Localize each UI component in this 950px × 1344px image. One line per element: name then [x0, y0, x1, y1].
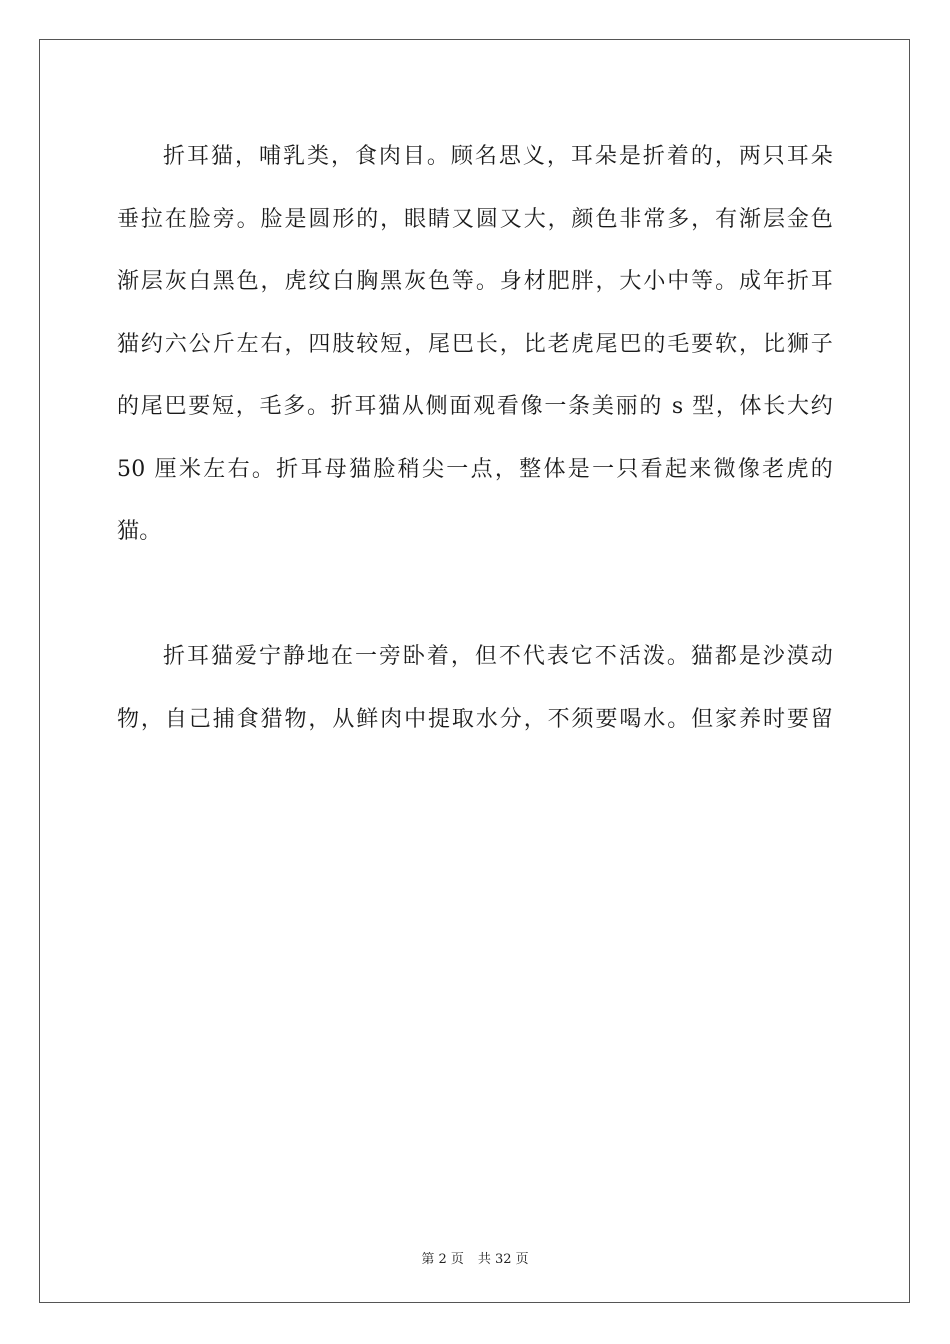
- paragraph-1-line-4: 猫约六公斤左右，四肢较短，尾巴长，比老虎尾巴的毛要软，比狮子: [117, 331, 833, 357]
- paragraph-1-line-3: 渐层灰白黑色，虎纹白胸黑灰色等。身材肥胖，大小中等。成年折耳: [117, 269, 833, 294]
- paragraph-1-line-1: 折耳猫，哺乳类，食肉目。顾名思义，耳朵是折着的，两只耳朵: [163, 144, 833, 169]
- paragraph-2-line-2: 物，自己捕食猎物，从鲜肉中提取水分，不须要喝水。但家养时要留: [117, 706, 833, 732]
- paragraph-1-line-7: 猫。: [117, 519, 162, 544]
- paragraph-gap: [117, 564, 833, 627]
- paragraph-2-line-1: 折耳猫爱宁静地在一旁卧着，但不代表它不活泼。猫都是沙漠动: [163, 644, 833, 669]
- paragraph-1-line-6: 50 厘米左右。折耳母猫脸稍尖一点，整体是一只看起来微像老虎的: [117, 456, 833, 482]
- paragraph-1-line-2: 垂拉在脸旁。脸是圆形的，眼睛又圆又大，颜色非常多，有渐层金色: [117, 206, 833, 232]
- page-total: 共 32 页: [477, 1252, 529, 1267]
- paragraph-1-line-5: 的尾巴要短，毛多。折耳猫从侧面观看像一条美丽的 s 型，体长大约: [117, 394, 833, 419]
- page-footer: [0, 1248, 950, 1267]
- document-body: [117, 126, 833, 751]
- page-number: 第 2 页: [421, 1252, 464, 1267]
